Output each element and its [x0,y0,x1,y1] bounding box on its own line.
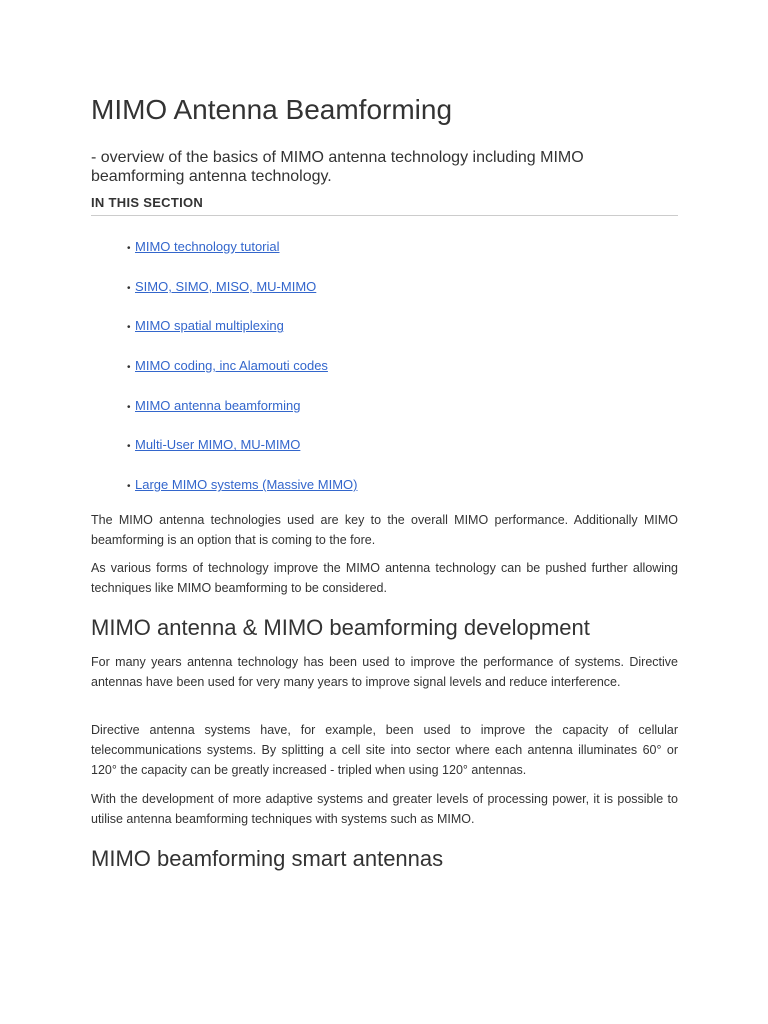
section-divider [91,215,678,216]
development-paragraph-3: With the development of more adaptive systems and greater levels of processing power, it is possible to utilise antenna beamforming techniques with systems such as MIMO. [91,792,678,826]
section-nav-list [127,238,357,516]
development-paragraph-2: Directive antenna systems have, for example, been used to improve the capacity of cellular telecommunications systems. By splitting a cell site into sector where each antenna illuminates 60° or 120° the capacity can be greatly increased - tripled when using 120° antennas. [91,723,678,777]
section-nav-item [127,436,357,476]
page-title: MIMO Antenna Beamforming [91,94,453,125]
bullet-icon: • [127,282,131,294]
section-nav-item [127,278,357,318]
link-mimo-technology-tutorial[interactable]: MIMO technology tutorial [135,239,280,254]
development-paragraph-1: For many years antenna technology has been used to improve the performance of systems. Directive antennas have been used for very many years to improve signal levels and reduce interference. [91,655,678,689]
smart-antennas-heading: MIMO beamforming smart antennas [91,846,444,871]
link-simo-miso-mu-mimo[interactable]: SIMO, SIMO, MISO, MU-MIMO [135,278,317,294]
section-nav-item [127,357,357,397]
section-nav-item [127,238,357,278]
bullet-icon: • [127,322,131,334]
bullet-icon: • [127,243,131,254]
section-nav-item [127,317,357,357]
bullet-icon: • [127,441,131,453]
intro-paragraph-1: The MIMO antenna technologies used are key to the overall MIMO performance. Additionally MIMO beamforming is an option that is coming to the fore. [91,513,678,547]
section-nav-label: IN THIS SECTION [91,195,204,210]
link-mimo-antenna-beamforming[interactable]: MIMO antenna beamforming [135,397,301,413]
bullet-icon: • [127,401,131,413]
section-nav-item [127,397,357,437]
page-subtitle: - overview of the basics of MIMO antenna technology including MIMO beamforming antenna technology. [91,149,584,185]
bullet-icon: • [127,481,131,493]
bullet-icon: • [127,362,131,374]
link-large-mimo-systems[interactable]: Large MIMO systems (Massive MIMO) [135,477,358,493]
link-mimo-spatial-multiplexing[interactable]: MIMO spatial multiplexing [135,318,284,334]
link-mimo-coding[interactable]: MIMO coding, inc Alamouti codes [135,358,328,374]
link-multi-user-mimo[interactable]: Multi-User MIMO, MU-MIMO [135,437,301,453]
intro-paragraph-2: As various forms of technology improve the MIMO antenna technology can be pushed further allowing techniques like MIMO beamforming to be considered. [91,561,678,595]
development-heading: MIMO antenna & MIMO beamforming development [91,615,590,640]
